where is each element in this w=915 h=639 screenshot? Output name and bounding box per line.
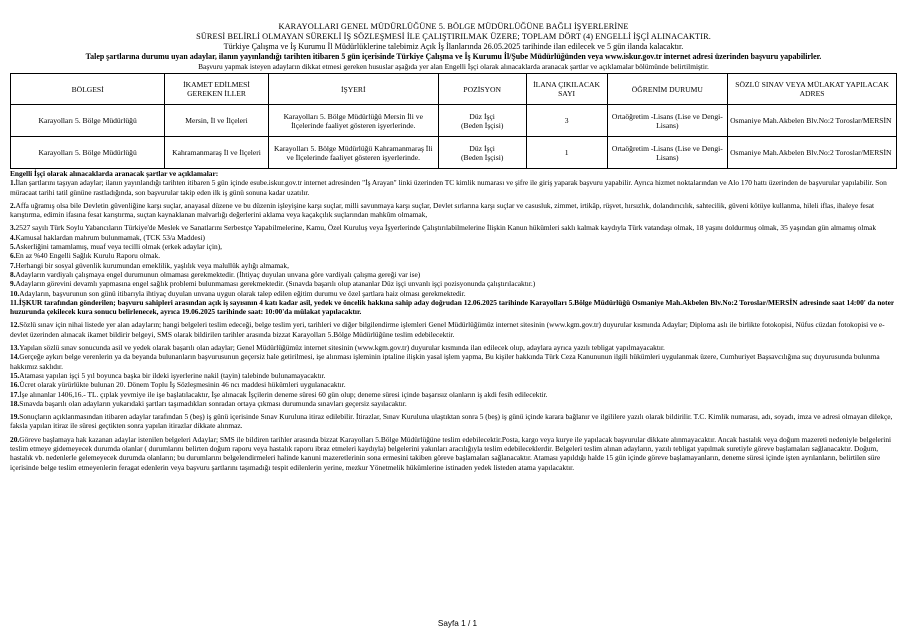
condition-item: 13.Yapılan sözlü sınav sonucunda asil ve yedek olarak başarılı olan adaylar; Genel Müdürlüğümüz internet sitesinin (www.kgm.gov.tr) duyurular kısmında ilan edilecek olup, adaylara ayrıca yazılı tebligat yapılmayacaktır.	[10, 343, 665, 353]
condition-item: 1.İlan şartlarını taşıyan adaylar; ilanın yayınlandığı tarihten itibaren 5 gün içinde esube.iskur.gov.tr internet adresinden "İş Arayan" linki üzerinden TC kimlik numarası ve şifre ile giriş yaparak başvuru yapabilir. Ayrıca hizmet noktalarından ve Alo 170 hattı üzerinden de başvurular yapılabilir. Son müracaat tarihi tatil gününe rastladığında, son başvurular takip eden ilk iş günü sonuna kadar uzatılır.	[10, 178, 887, 197]
cell-position: Düz İşçi (Beden İşçisi)	[438, 105, 526, 137]
cell-education: Ortaöğretim -Lisans (Lise ve Dengi-Lisans)	[607, 137, 727, 169]
cell-count: 1	[526, 137, 607, 169]
notice-line: Başvuru yapmak isteyen adayların dikkat etmesi gereken hususlar aşağıda yer alan Engelli İşçi olarak alınacaklarda aranacak şartlar ve açıklamalar bölümünde belirtilmiştir.	[198, 62, 709, 71]
cell-workplace: Karayolları 5. Bölge Müdürlüğü Mersin İli ve İlçelerinde faaliyet gösteren işyerlerinde.	[268, 105, 438, 137]
positions-table	[10, 73, 897, 169]
announcement-date-line: Türkiye Çalışma ve İş Kurumu İl Müdürlüklerine talebimiz Açık İş İlanlarında 26.05.2025 tarihinde ilan edilecek ve 5 gün ilanda kalacaktır.	[223, 42, 684, 51]
header-exam-address: SÖZLÜ SINAV VEYA MÜLAKAT YAPILACAK ADRES	[728, 74, 897, 105]
title-line-2: SÜRESİ BELİRLİ OLMAYAN SÜREKLİ İŞ SÖZLEŞMESİ İLE ÇALIŞTIRILMAK ÜZERE; TOPLAM DÖRT (4) ENGELLİ İŞÇİ ALINACAKTIR.	[196, 32, 711, 41]
condition-item: 19.Sonuçların açıklanmasından itibaren adaylar tarafından 5 (beş) iş günü içerisinde Sınav Kuruluna itiraz edilebilir. İtirazlar, Sınav Kuruluna ulaştıktan sonra 5 (beş) iş günü içinde karara bağlanır ve ilgililere yazılı olarak bildirilir. T.C. Kimlik numarası, adı, soyadı, imza ve adresi olmayan dilekçe, faksla yapılan itiraz ile süresi geçtikten sonra yapılan itirazlar dikkate alınmaz.	[10, 412, 893, 431]
condition-item: 9.Adayların görevini devamlı yapmasına engel sağlık problemi bulunmaması gerekmektedir. (Sınavda başarılı olup atananlar Düz işçi unvanlı işçi pozisyonunda çalıştırılacaktır.)	[10, 279, 536, 289]
application-instructions: Talep şartlarına durumu uyan adaylar, ilanın yayınlandığı tarihten itibaren 5 gün içerisinde Türkiye Çalışma ve İş Kurumu İl/Şube Müdürlüğünden veya www.iskur.gov.tr internet adresi üzerinden başvuru yapabilirler.	[85, 52, 822, 61]
table-header-row	[11, 74, 897, 105]
cell-region: Karayolları 5. Bölge Müdürlüğü	[11, 105, 165, 137]
cell-exam-address: Osmaniye Mah.Akbelen Blv.No:2 Toroslar/MERSİN	[728, 105, 897, 137]
condition-item: 7.Herhangi bir sosyal güvenlik kurumundan emeklilik, yaşlılık veya malullük aylığı almamak,	[10, 260, 289, 270]
condition-item: 15.Ataması yapılan işçi 5 yıl boyunca başka bir ildeki işyerlerine nakil (tayin) talebinde bulunamayacaktır.	[10, 370, 326, 380]
conditions-title: Engelli İşçi olarak alınacaklarda aranacak şartlar ve açıklamalar:	[10, 169, 219, 178]
condition-item: 8.Adayların vardiyalı çalışmaya engel durumunun olmaması gerekmektedir. (İhtiyaç duyulan unvana göre vardiyalı çalışma gereği var ise)	[10, 269, 421, 279]
condition-item: 5.Askerliğini tamamlamış, muaf veya tecilli olmak (erkek adaylar için),	[10, 242, 223, 252]
condition-item: 17.İşe alınanlar 1406,16.- TL. çıplak yevmiye ile işe başlatılacaktır, İşe alınacak İşçilerin deneme süresi 60 gün olup; deneme süresi içinde başarısız olanların iş akdi fesih edilecektir.	[10, 389, 548, 399]
header-education: ÖĞRENİM DURUMU	[607, 74, 727, 105]
cell-education: Ortaöğretim -Lisans (Lise ve Dengi-Lisans)	[607, 105, 727, 137]
header-workplace: İŞYERİ	[268, 74, 438, 105]
cell-exam-address: Osmaniye Mah.Akbelen Blv.No:2 Toroslar/MERSİN	[728, 137, 897, 169]
condition-item: 14.Gerçeğe aykırı belge verenlerin ya da beyanda bulunanların başvurusunun geçersiz hale getirilmesi, işe alınması işleminin iptaline ilişkin yasal işlem yapma, Bu kişiler hakkında Türk Ceza Kanununun ilgili hükümleri uygulanmak üzere, Cumhuriyet Başsavcılığına suç duyurusunda bulunma hakkımız saklıdır.	[10, 352, 880, 371]
cell-residence: Mersin, İl ve İlçeleri	[165, 105, 269, 137]
table-row	[11, 105, 897, 137]
condition-item: 3.2527 sayılı Türk Soylu Yabancıların Türkiye'de Meslek ve Sanatlarını Serbestçe Yapabilmelerine, Kamu, Özel Kuruluş veya İşyerlerinde Çalıştırılabilmelerine İlişkin Kanun hükümleri saklı kalmak kaydıyla Türk vatandaşı olmak, 18 yaşını doldurmuş olmak, 35 yaşından gün almamış olmak	[10, 223, 877, 233]
header-residence: İKAMET EDİLMESİ GEREKEN İLLER	[165, 74, 269, 105]
condition-item: 4.Kamusal haklardan mahrum bulunmamak, (TCK 53/a Maddesi)	[10, 232, 205, 242]
condition-item: 2.Affa uğramış olsa bile Devletin güvenliğine karşı suçlar, anayasal düzene ve bu düzenin işleyişine karşı suçlar, milli savunmaya karşı suçlar, Devlet sırlarına karşı suçlar ve casusluk, zimmet, irtikâp, rüşvet, hırsızlık, dolandırıcılık, sahtecilik, güveni kötüye kullanma, hileli iflas, ihaleye fesat karıştırma, edimin ifasına fesat karıştırma, suçtan kaynaklanan malvarlığı değerlerini aklama veya kaçakçılık suçlarından mahkûm olmamak,	[10, 200, 875, 220]
condition-item: 11.İŞKUR tarafından gönderilen; başvuru sahipleri arasından açık iş sayısının 4 katı kadar asil, yedek ve öncelik hakkına sahip aday doğrudan 12.06.2025 tarihinde Karayolları 5.Bölge Müdürlüğü Osmaniye Mah.Akbelen Blv.No:2 Toroslar/MERSİN adresinde saat 14:00' da noter huzurunda çekilecek kura sonucu belirlenecek, ayrıca 19.06.2025 tarihinde saat: 10:00'da mülakat yapılacaktır.	[10, 297, 895, 317]
condition-item: 16.Ücret olarak yürürlükte bulunan 20. Dönem Toplu İş Sözleşmesinin 46 ncı maddesi hükümleri uygulanacaktır.	[10, 380, 346, 390]
conditions-section	[10, 169, 897, 472]
condition-item: 18.Sınavda başarılı olan adayların yukarıdaki şartları taşımadıkları sonradan ortaya çıkması durumunda sınavları geçersiz sayılacaktır.	[10, 398, 407, 408]
title-line-1: KARAYOLLARI GENEL MÜDÜRLÜĞÜNE 5. BÖLGE MÜDÜRLÜĞÜNE BAĞLI İŞYERLERİNE	[278, 22, 629, 31]
condition-item: 10.Adayların, başvurunun son günü itibarıyla ihtiyaç duyulan unvana uygun olarak talep edilen eğitim durumu ve özel şartlara haiz olması gerekmektedir.	[10, 288, 466, 298]
table-row	[11, 137, 897, 169]
cell-workplace: Karayolları 5. Bölge Müdürlüğü Kahramanmaraş İli ve İlçelerinde faaliyet gösteren işyerlerinde.	[268, 137, 438, 169]
page-number: Sayfa 1 / 1	[437, 619, 478, 628]
condition-item: 6.En az %40 Engelli Sağlık Kurulu Raporu olmak.	[10, 251, 161, 261]
header-region: BÖLGESİ	[11, 74, 165, 105]
condition-item: 20.Göreve başlamaya hak kazanan adaylar istenilen belgeleri Adaylar; SMS ile bildiren tarihler arasında bizzat Karayolları 5.Bölge Müdürlüğüne teslim edebilecektir.Posta, kargo veya kurye ile yapılacak başvurular dikkate alınmayacaktır. Ancak hastalık veya doğum mazereti nedeniyle belgelerini teslim etmeye gidemeyecek durumda olanlar ( durumlarını belirten doğum raporu veya hastalık raporu ibraz etmeleri kaydıyla) belgelerini yakınları aracılığıyla teslim edebileceklerdir. Belgeleri teslim alınan adayların, yazılı tebligat yapılmak suretiyle göreve başlamaları sağlanacaktır. Doğum, hastalık vb. nedenlerle gelemeyecek durumda olanların; bu durumlarını belgelendirmeleri halinde kanuni mazeretlerinin sona ermesini takiben göreve başlamaları sağlanacaktır. Ataması yapıldığı halde 15 gün içinde göreve başlamayanların, deneme süresi içinde işten ayrılanların, belirtilen süre içerisinde belge teslim etmeyenlerin feragat edenlerin veya başvuru şartlarını taşımadığı tespit edilenlerin yerine, mezkur Yönetmelik hükümlerine istinaden yedek listeden atama yapılacaktır.	[10, 434, 892, 472]
cell-region: Karayolları 5. Bölge Müdürlüğü	[11, 137, 165, 169]
header-position: POZİSYON	[438, 74, 526, 105]
header-count: İLANA ÇIKILACAK SAYI	[526, 74, 607, 105]
cell-count: 3	[526, 105, 607, 137]
condition-item: 12.Sözlü sınav için nihai listede yer alan adayların; hangi belgeleri teslim edeceği, belge teslim yeri, tarihleri ve diğer bilgilendirme işlemleri Genel Müdürlüğümüz internet sitesinin (www.kgm.gov.tr) duyurular kısmında Adaylar; Diploma aslı ile birlikte fotokopisi, Nüfus cüzdan fotokopisi ve e-devlet üzerinden alınacak ikamet bildirir belgeyi, SMS olarak bildirilen tarihler arasında bizzat Karayolları 5.Bölge Müdürlüğüne teslim edebilecektir.	[10, 320, 885, 339]
cell-residence: Kahramanmaraş İl ve İlçeleri	[165, 137, 269, 169]
cell-position: Düz İşçi (Beden İşçisi)	[438, 137, 526, 169]
